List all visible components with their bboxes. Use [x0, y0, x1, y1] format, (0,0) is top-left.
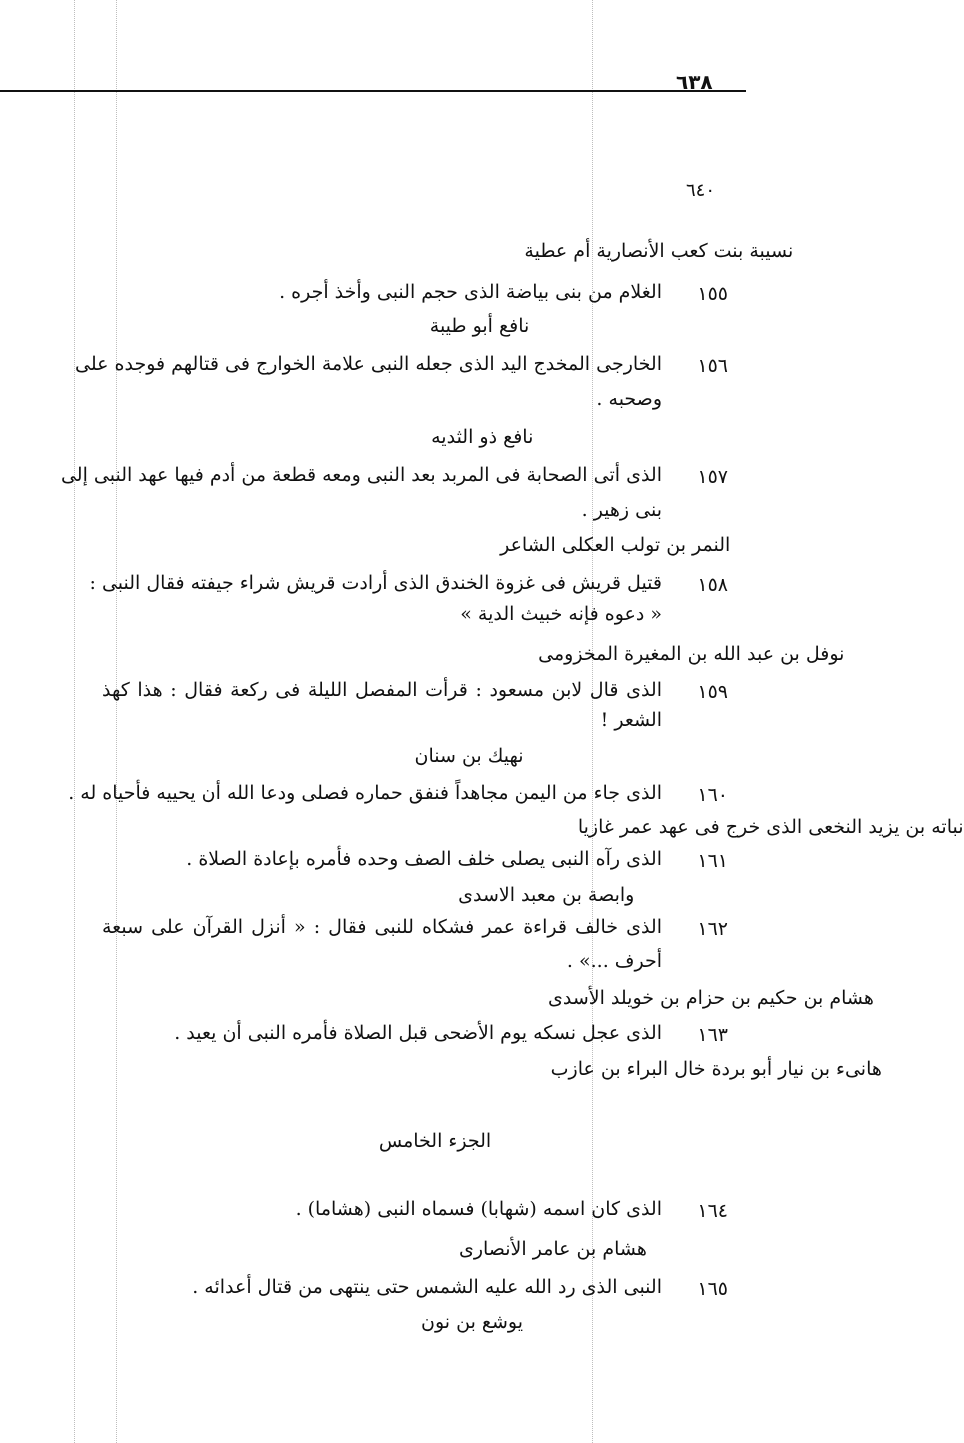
- entry-name: هشام بن عامر الأنصارى: [458, 1238, 647, 1260]
- entry-text: النبى الذى رد الله عليه الشمس حتى ينتهى من قتال أعدائه .: [192, 1276, 662, 1298]
- entry-name: هشام بن حكيم بن حزام بن خويلد الأسدى: [547, 987, 874, 1009]
- entry-text: بنى زهير .: [581, 499, 662, 521]
- entry-name: نباته بن يزيد النخعى الذى خرج فى عهد عمر غازيا: [577, 816, 964, 838]
- entry-number: ١٦٥: [697, 1278, 728, 1300]
- entry-text: الذى رآه النبى يصلى خلف الصف وحده فأمره بإعادة الصلاة .: [186, 848, 662, 870]
- entry-number: ١٥٦: [697, 355, 728, 377]
- entry-text: الذى كان اسمه (شهابا) فسماه النبى (هشاما) .: [295, 1198, 662, 1220]
- entry-text: الذى عجل نسكه يوم الأضحى قبل الصلاة فأمره النبى أن يعيد .: [174, 1022, 662, 1044]
- entry-number: ١٦١: [697, 850, 728, 872]
- entry-number: ١٦٢: [697, 918, 728, 940]
- entry-name: هانىء بن نيار أبو بردة خال البراء بن عازب: [550, 1058, 882, 1080]
- entry-text: الذى جاء من اليمن مجاهداً فنفق حماره فصلى ودعا الله أن يحييه فأحياه له .: [68, 782, 662, 804]
- page-number: ٦٣٨: [676, 70, 713, 94]
- entry-text: الذى أتى الصحابة فى المربد بعد النبى ومعه قطعة من أدم فيها عهد النبى إلى: [60, 464, 662, 486]
- section-title: الجزء الخامس: [378, 1130, 492, 1152]
- scan-artifact: [74, 0, 75, 1443]
- entry-text: الخارجى المخدج اليد الذى جعله النبى علامة الخوارج فى قتالهم فوجده على: [75, 353, 662, 375]
- entry-name: النمر بن تولب العكلى الشاعر: [500, 534, 731, 556]
- entry-text: الشعر !: [600, 709, 662, 731]
- entry-number: ١٥٩: [697, 681, 728, 703]
- entry-name: يوشع بن نون: [421, 1311, 524, 1333]
- entry-name: نسيبة بنت كعب الأنصارية أم عطية: [524, 240, 794, 262]
- header-rule: [0, 90, 746, 92]
- entry-number: ١٦٤: [697, 1200, 728, 1222]
- entry-text: « دعوه فإنه خبيث الدية »: [460, 603, 662, 625]
- entry-number: ١٥٧: [697, 466, 728, 488]
- entry-name: نافع ذو الثديه: [431, 426, 534, 448]
- entry-number: ١٥٨: [697, 574, 728, 596]
- entry-name: نهيك بن سنان: [414, 745, 524, 767]
- entry-number: ١٦٣: [697, 1024, 728, 1046]
- reference-page-number: ٦٤٠: [686, 180, 716, 201]
- entry-name: وابصة بن معبد الاسدى: [458, 884, 635, 906]
- entry-name: نافع أبو طيبة: [429, 315, 530, 337]
- scan-artifact: [116, 0, 117, 1443]
- entry-text: الذى قال لابن مسعود : قرأت المفصل الليلة فى ركعة فقال : هذا كهذ: [102, 679, 662, 701]
- entry-text: وصحبه .: [596, 388, 662, 410]
- entry-number: ١٦٠: [697, 784, 728, 806]
- entry-text: الذى خالف قراءة عمر فشكاه للنبى فقال : « أنزل القرآن على سبعة: [102, 916, 662, 938]
- entry-text: قتيل قريش فى غزوة الخندق الذى أرادت قريش شراء جيفته فقال النبى :: [89, 572, 662, 594]
- entry-text: أحرف ...» .: [566, 950, 662, 972]
- entry-number: ١٥٥: [697, 283, 728, 305]
- entry-name: نوفل بن عبد الله بن المغيرة المخزومى: [538, 643, 845, 665]
- entry-text: الغلام من بنى بياضة الذى حجم النبى وأخذ أجره .: [279, 281, 662, 303]
